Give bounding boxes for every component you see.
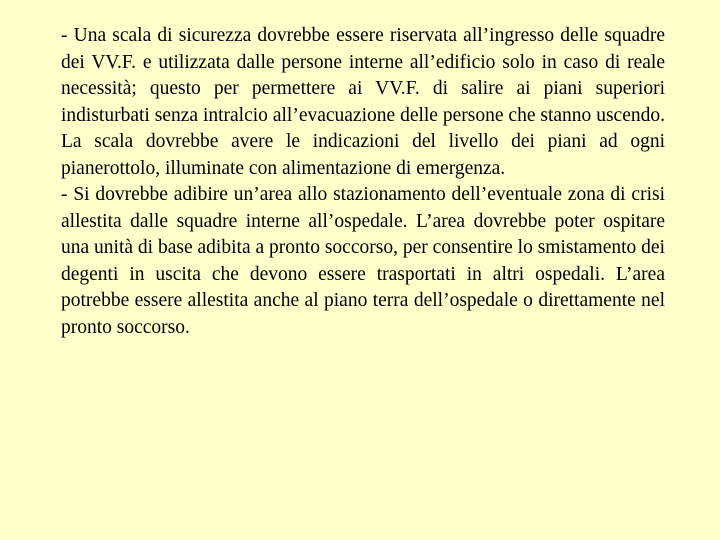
paragraph-crisis-area: - Si dovrebbe adibire un’area allo stazionamento dell’eventuale zona di crisi allestita dalle squadre interne all’ospedale. L’area dovrebbe poter ospitare una unità di base adibita a pronto soccorso, per consentire lo smistamento dei degenti in uscita che devono essere trasportati in altri ospedali. L’area potrebbe essere allestita anche al piano terra dell’ospedale o direttamente nel pronto soccorso. — [61, 184, 665, 338]
slide-text-body — [61, 23, 665, 341]
paragraph-emergency-stairs: - Una scala di sicurezza dovrebbe essere riservata all’ingresso delle squadre dei VV.F. e utilizzata dalle persone interne all’edificio solo in caso di reale necessità; questo per permettere ai VV.F. di salire ai piani superiori indisturbati senza intralcio all’evacuazione delle persone che stanno uscendo. La scala dovrebbe avere le indicazioni del livello dei piani ad ogni pianerottolo, illuminate con alimentazione di emergenza. — [61, 25, 665, 179]
